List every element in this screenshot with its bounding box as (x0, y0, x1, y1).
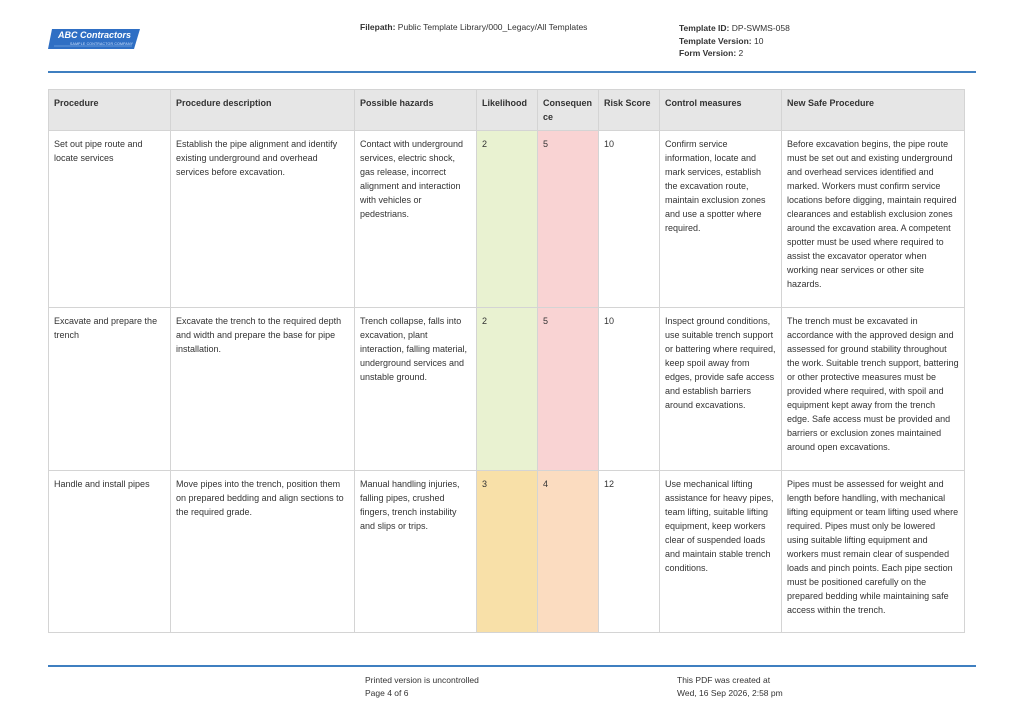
table-row (49, 471, 965, 633)
hazards-cell: Trench collapse, falls into excavation, plant interaction, falling material, underground services and unstable ground. (355, 308, 477, 471)
column-header: New Safe Procedure (782, 90, 965, 131)
swms-table (48, 89, 965, 633)
risk-score-cell: 10 (599, 308, 660, 471)
risk-score-cell: 10 (599, 131, 660, 308)
controls-cell: Confirm service information, locate and mark services, establish the excavation route, maintain exclusion zones and use a spotter where required. (660, 131, 782, 308)
procedure-cell: Handle and install pipes (49, 471, 171, 633)
consequence-cell: 5 (538, 308, 599, 471)
column-header: Procedure description (171, 90, 355, 131)
uncontrolled-notice: Printed version is uncontrolled (365, 675, 479, 685)
created-timestamp: Wed, 16 Sep 2026, 2:58 pm (677, 688, 783, 698)
hazards-cell: Manual handling injuries, falling pipes, crushed fingers, trench instability and slips or trips. (355, 471, 477, 633)
column-header: Consequen ce (538, 90, 599, 131)
footer-right (677, 674, 783, 700)
consequence-cell: 5 (538, 131, 599, 308)
column-header: Control measures (660, 90, 782, 131)
new-procedure-cell: The trench must be excavated in accordance with the approved design and assessed for ground stability throughout the work. Suitable trench support, battering or other protective measures must be provided where required, with spoil and equipment kept away from the trench edge. Safe access must be provided and barriers or exclusion zones maintained around open excavations. (782, 308, 965, 471)
column-header: Likelihood (477, 90, 538, 131)
hazards-cell: Contact with underground services, electric shock, gas release, incorrect alignment and interaction with vehicles or pedestrians. (355, 131, 477, 308)
filepath-label: Filepath: (360, 22, 396, 32)
likelihood-cell: 2 (477, 308, 538, 471)
controls-cell: Use mechanical lifting assistance for heavy pipes, team lifting, suitable lifting equipment, keep workers clear of suspended loads and maintain stable trench conditions. (660, 471, 782, 633)
controls-cell: Inspect ground conditions, use suitable trench support or battering where required, keep spoil away from edges, provide safe access and establish barriers around excavations. (660, 308, 782, 471)
table-header-row (49, 90, 965, 131)
template-id-label: Template ID: (679, 23, 730, 33)
template-version (679, 35, 790, 48)
page-number: Page 4 of 6 (365, 688, 409, 698)
created-label: This PDF was created at (677, 675, 771, 685)
procedure-cell: Set out pipe route and locate services (49, 131, 171, 308)
logo-text: ABC Contractors (58, 30, 132, 40)
filepath-value: Public Template Library/000_Legacy/All Templates (397, 22, 588, 32)
page-header (0, 0, 1024, 72)
description-cell: Establish the pipe alignment and identify existing underground and overhead services before excavation. (171, 131, 355, 308)
filepath (360, 22, 587, 32)
procedure-cell: Excavate and prepare the trench (49, 308, 171, 471)
form-version-label: Form Version: (679, 48, 737, 58)
header-divider (48, 71, 976, 73)
template-meta (679, 22, 790, 60)
likelihood-cell: 3 (477, 471, 538, 633)
column-header: Possible hazards (355, 90, 477, 131)
footer-left (365, 674, 479, 700)
template-id (679, 22, 790, 35)
footer-divider (48, 665, 976, 667)
template-version-value: 10 (753, 35, 764, 46)
table-row (49, 131, 965, 308)
new-procedure-cell: Pipes must be assessed for weight and length before handling, with mechanical lifting equipment or team lifting used where required. Pipes must only be lowered using suitable lifting equipment and workers must remain clear of suspended loads and pinch points. Each pipe section must be positioned carefully on the prepared bedding while maintaining safe access within the trench. (782, 471, 965, 633)
likelihood-cell: 2 (477, 131, 538, 308)
table-row (49, 308, 965, 471)
description-cell: Move pipes into the trench, position them on prepared bedding and align sections to the required grade. (171, 471, 355, 633)
template-version-label: Template Version: (679, 35, 752, 46)
risk-score-cell: 12 (599, 471, 660, 633)
logo-subtext: SAMPLE CONTRACTOR COMPANY (70, 42, 134, 46)
form-version-value: 2 (738, 48, 744, 58)
template-id-value: DP-SWMS-058 (731, 23, 790, 33)
description-cell: Excavate the trench to the required depth and width and prepare the base for pipe installation. (171, 308, 355, 471)
form-version (679, 47, 790, 60)
column-header: Risk Score (599, 90, 660, 131)
consequence-cell: 4 (538, 471, 599, 633)
column-header: Procedure (49, 90, 171, 131)
new-procedure-cell: Before excavation begins, the pipe route must be set out and existing underground and overhead services identified and marked. Workers must confirm service locations before digging, maintain required clearances and establish exclusion zones around the excavation area. A competent spotter must be used where required to assist the excavator operator when working near services or other site hazards. (782, 131, 965, 308)
